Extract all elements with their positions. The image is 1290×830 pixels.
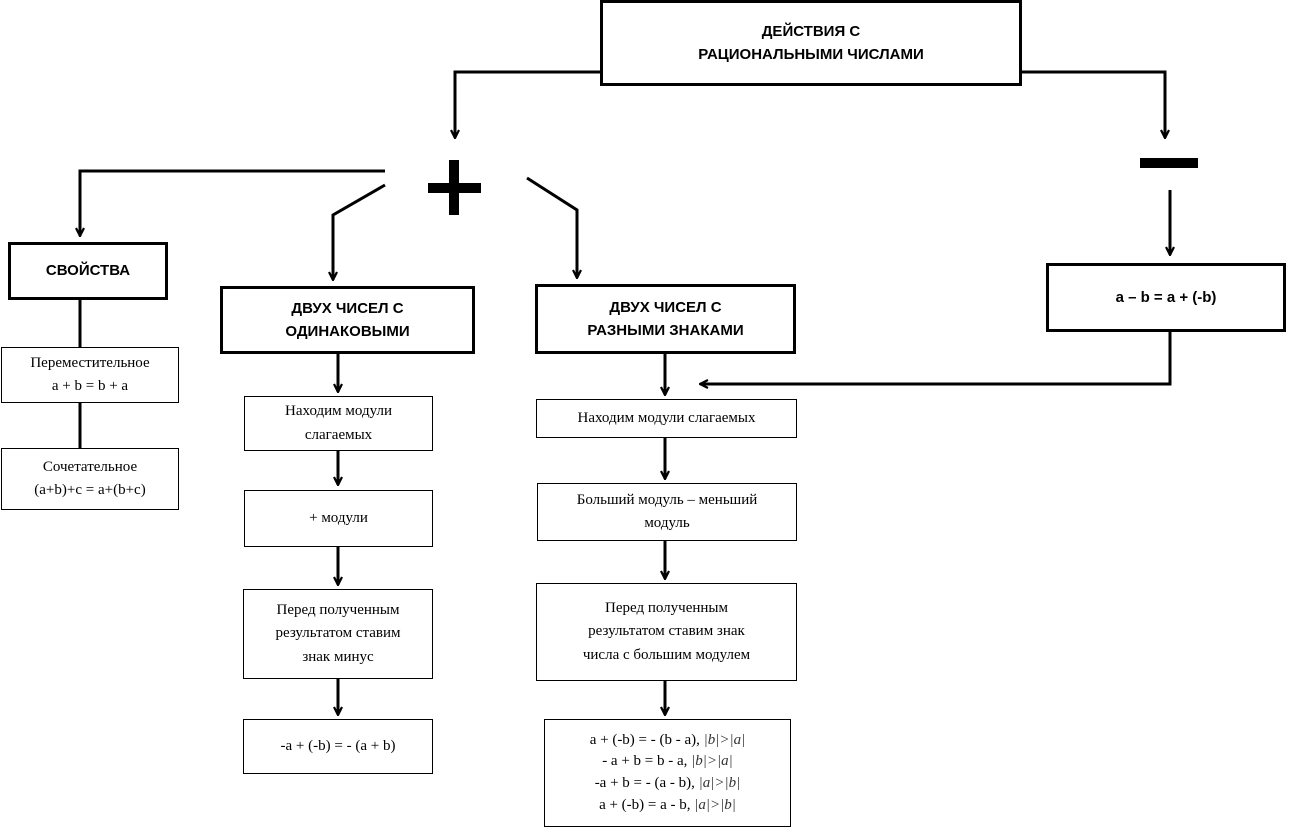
arrow-plus-to-same (333, 185, 385, 280)
associative-property-box (1, 448, 179, 510)
arrow-title-to-minus (1022, 72, 1165, 138)
same-step-put-minus: Перед полученным результатом ставим знак минус (243, 589, 433, 679)
result-line-1: a + (-b) = - (b - a), |b|>|a| (589, 731, 746, 748)
title-line-1: ДЕЙСТВИЯ С (761, 22, 861, 40)
associative-name: Сочетательное (42, 458, 138, 475)
result-line-2: - a + b = b - a, |b|>|a| (602, 753, 733, 770)
arrow-plus-to-different (527, 178, 577, 278)
arrow-plus-to-properties (80, 171, 385, 236)
associative-formula: (a+b)+c = a+(b+c) (34, 482, 146, 498)
result-line-4: a + (-b) = a - b, |a|>|b| (599, 796, 736, 813)
same-result-formula: -a + (-b) = - (a + b) (243, 719, 433, 774)
title-line-2: РАЦИОНАЛЬНЫМИ ЧИСЛАМИ (698, 46, 924, 63)
commutative-property-box (1, 347, 179, 403)
diagram-title (600, 0, 1022, 86)
different-step-put-sign: Перед полученным результатом ставим знак числа с большим модулем (536, 583, 797, 681)
same-step-find-moduli: Находим модули слагаемых (244, 396, 433, 451)
different-step-find-moduli: Находим модули слагаемых (536, 399, 797, 438)
result-line-3: -a + b = - (a - b), |a|>|b| (594, 775, 741, 791)
different-step-subtract-moduli: Больший модуль – меньший модуль (537, 483, 797, 541)
properties-header: СВОЙСТВА (8, 242, 168, 300)
different-result-formulas (544, 719, 791, 827)
different-signs-header: ДВУХ ЧИСЕЛ С РАЗНЫМИ ЗНАКАМИ (535, 284, 796, 354)
same-signs-header: ДВУХ ЧИСЕЛ С ОДИНАКОВЫМИ (220, 286, 475, 354)
subtraction-rule-box: a – b = a + (-b) (1046, 263, 1286, 332)
same-step-add-moduli: + модули (244, 490, 433, 547)
commutative-formula: a + b = b + a (51, 378, 129, 394)
arrow-title-to-plus (455, 72, 600, 138)
commutative-name: Переместительное (30, 354, 150, 371)
